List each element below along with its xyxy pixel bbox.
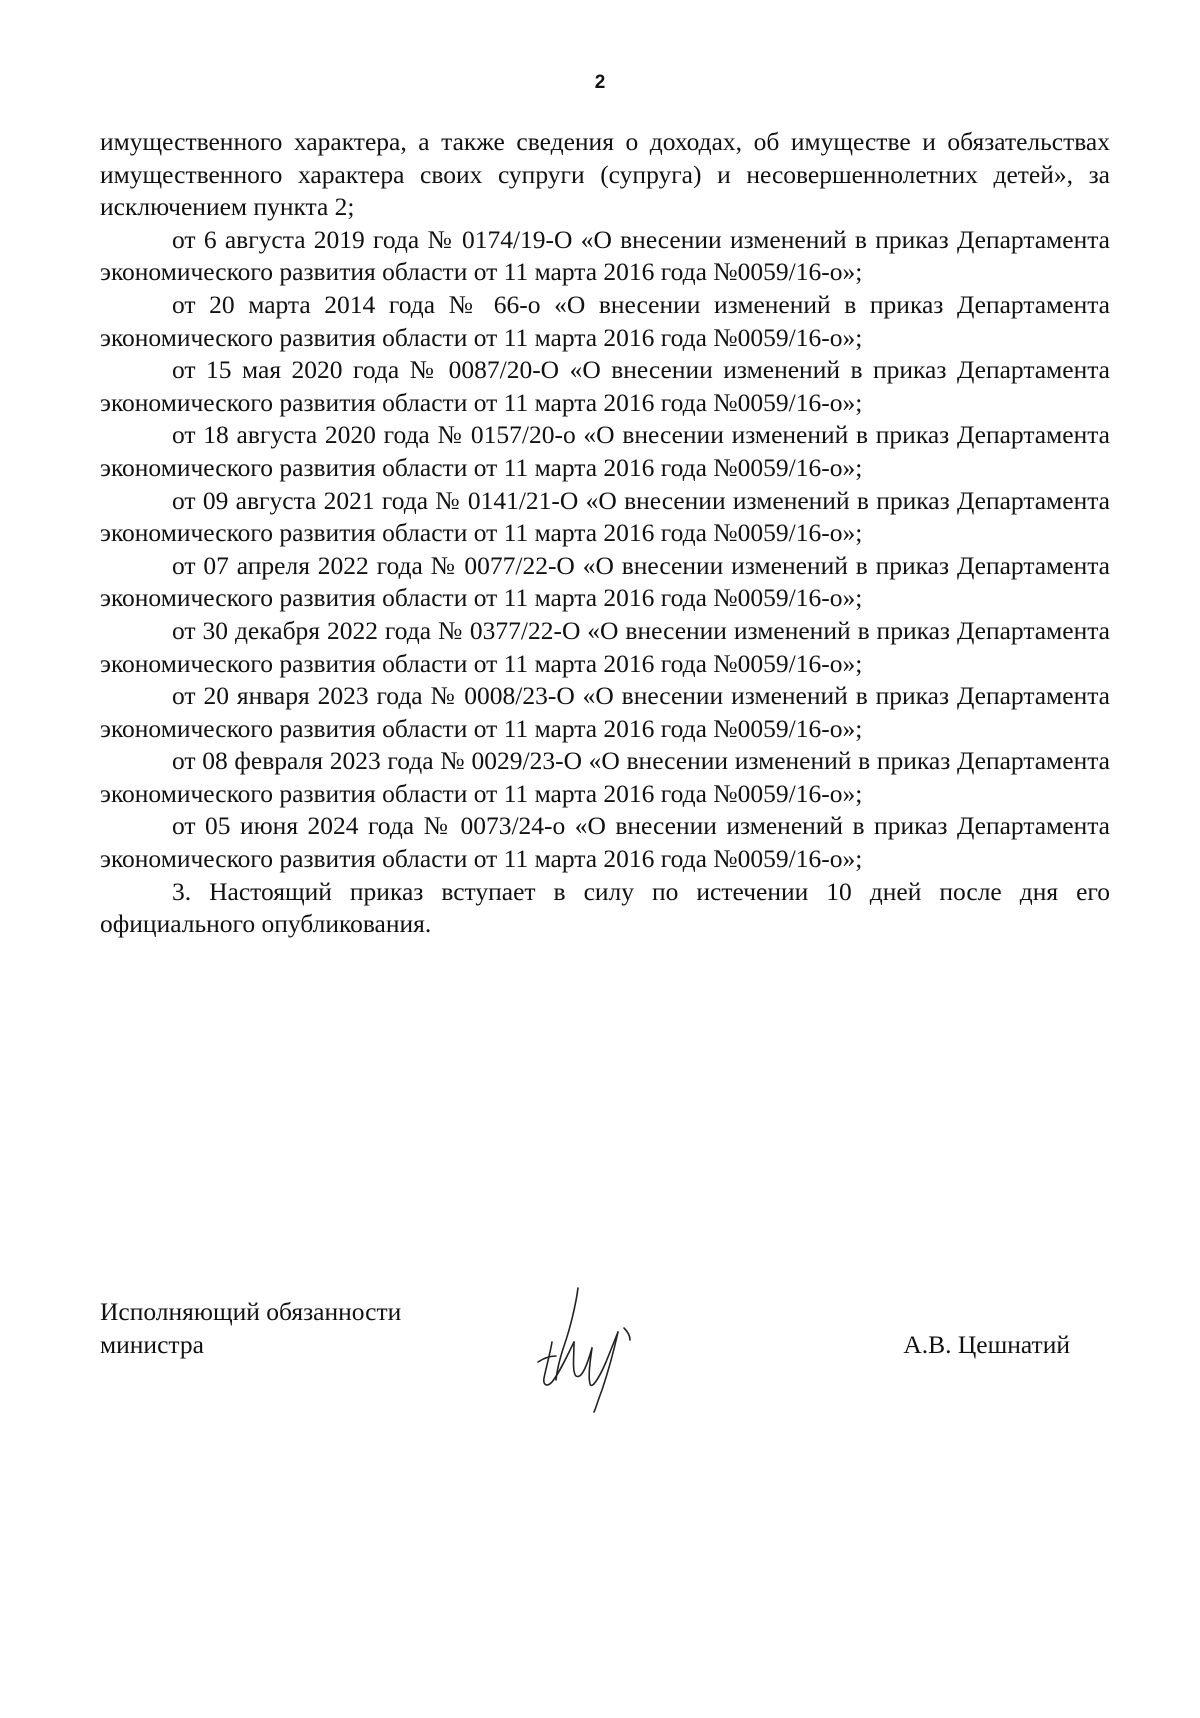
paragraph-order-2022-12-30: от 30 декабря 2022 года № 0377/22-О «О внесении изменений в приказ Департамента экономического развития области от 11 марта 2016 года №0059/16-о»; — [100, 615, 1110, 678]
handwritten-signature-icon — [530, 1284, 640, 1414]
signature-block — [100, 1296, 1110, 1436]
signatory-title-line1: Исполняющий обязанности — [100, 1297, 402, 1326]
paragraph-order-2023-01-20: от 20 января 2023 года № 0008/23-О «О внесении изменений в приказ Департамента экономического развития области от 11 марта 2016 года №0059/16-о»; — [100, 681, 1110, 743]
paragraph-order-2020-08-18: от 18 августа 2020 года № 0157/20-о «О внесении изменений в приказ Департамента экономического развития области от 11 марта 2016 года №0059/16-о»; — [100, 420, 1110, 482]
page-number: 2 — [594, 72, 606, 93]
paragraph-order-2024-06-05: от 05 июня 2024 года № 0073/24-о «О внесении изменений в приказ Департамента экономического развития области от 11 марта 2016 года №0059/16-о»; — [100, 811, 1110, 874]
paragraph-order-2022-04-07: от 07 апреля 2022 года № 0077/22-О «О внесении изменений в приказ Департамента экономического развития области от 11 марта 2016 года №0059/16-о»; — [100, 550, 1110, 613]
document-body — [100, 126, 1110, 941]
paragraph-order-2014-03-20: от 20 марта 2014 года № 66-о «О внесении изменений в приказ Департамента экономического развития области от 11 марта 2016 года №0059/16-о»; — [100, 289, 1110, 352]
paragraph-order-2020-05-15: от 15 мая 2020 года № 0087/20-О «О внесении изменений в приказ Департамента экономического развития области от 11 марта 2016 года №0059/16-о»; — [100, 355, 1110, 417]
paragraph-effective-date: 3. Настоящий приказ вступает в силу по истечении 10 дней после дня его официального опубликования. — [100, 876, 1110, 939]
signatory-title-line2: министра — [100, 1329, 204, 1359]
paragraph-continuation: имущественного характера, а также сведения о доходах, об имуществе и обязательствах имущественного характера своих супруги (супруга) и несовершеннолетних детей», за исключением пункта 2; — [100, 127, 1110, 222]
paragraph-order-2019-08-06: от 6 августа 2019 года № 0174/19-О «О внесении изменений в приказ Департамента экономического развития области от 11 марта 2016 года №0059/16-о»; — [100, 224, 1110, 287]
signatory-name: А.В. Цешнатий — [903, 1330, 1070, 1359]
paragraph-order-2023-02-08: от 08 февраля 2023 года № 0029/23-О «О внесении изменений в приказ Департамента экономического развития области от 11 марта 2016 года №0059/16-о»; — [100, 746, 1110, 808]
paragraph-order-2021-08-09: от 09 августа 2021 года № 0141/21-О «О внесении изменений в приказ Департамента экономического развития области от 11 марта 2016 года №0059/16-о»; — [100, 485, 1110, 548]
signatory-title — [100, 1296, 520, 1361]
